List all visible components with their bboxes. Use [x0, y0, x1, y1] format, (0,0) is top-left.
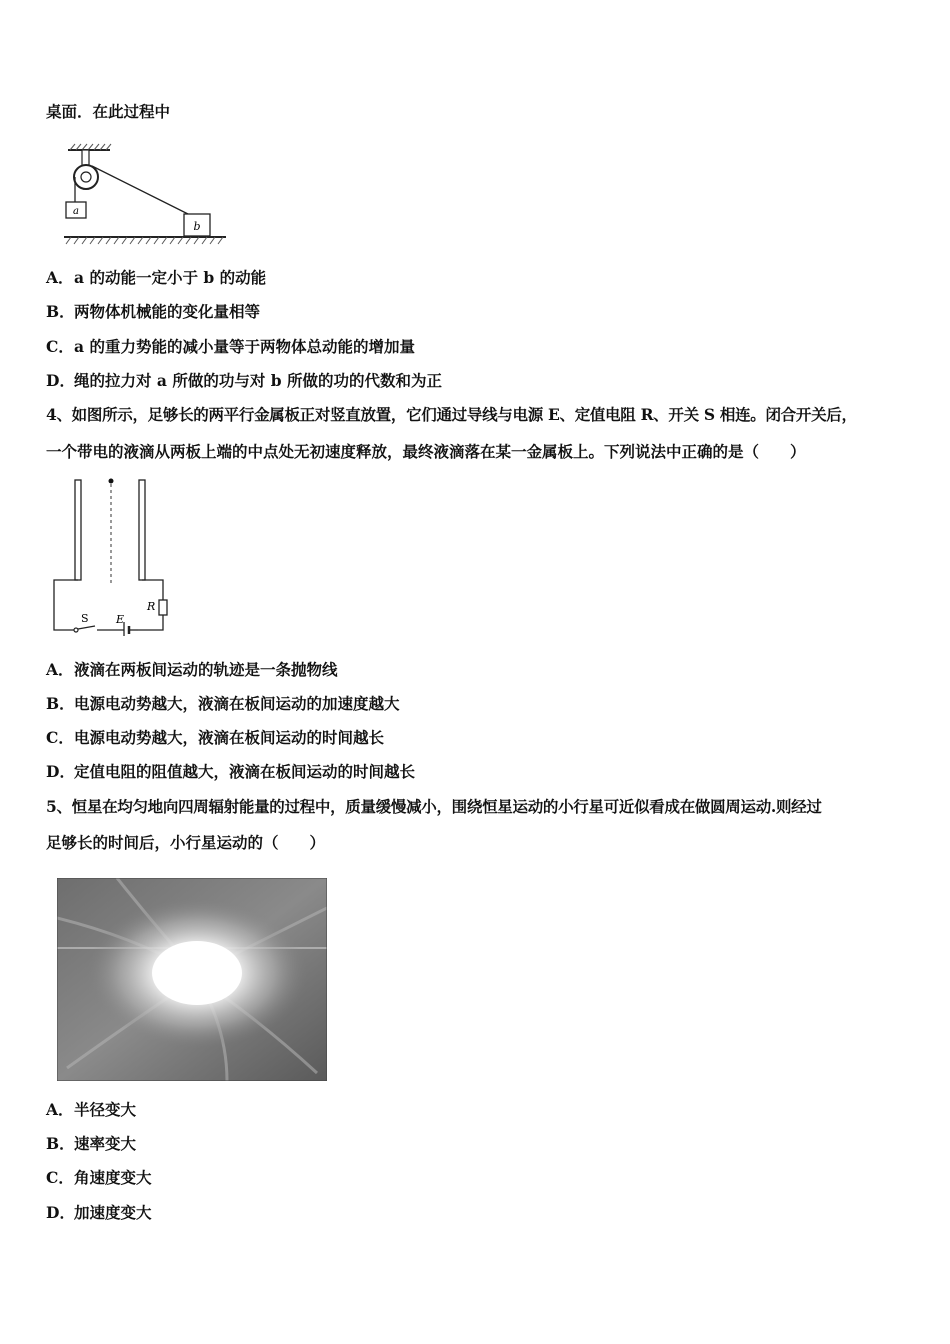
q3-option-d: [46, 371, 442, 391]
option-text: 半径变大: [74, 1100, 137, 1119]
option-text: 加速度变大: [74, 1203, 152, 1222]
option-text: 电源电动势越大，液滴在板间运动的时间越长: [74, 728, 385, 747]
resistor-label: R: [147, 600, 156, 613]
option-text: 角速度变大: [74, 1168, 152, 1187]
q4-option-d: [46, 762, 415, 782]
option-letter: D．: [46, 762, 75, 781]
q5-option-b: [46, 1134, 136, 1154]
table-hatch: [66, 237, 223, 244]
option-letter: A．: [46, 1100, 74, 1119]
option-text: a 的重力势能的减小量等于两物体总动能的增加量: [74, 337, 415, 356]
right-wire-bottom: [138, 615, 163, 630]
switch-pivot: [74, 628, 78, 632]
intro-fragment: 桌面．在此过程中: [46, 102, 171, 121]
q5-option-c: [46, 1168, 152, 1188]
option-text: 定值电阻的阻值越大，液滴在板间运动的时间越长: [74, 762, 416, 781]
q3-option-a: [46, 268, 266, 288]
q4-option-b: [46, 694, 400, 714]
left-wire: [54, 580, 78, 630]
option-letter: B．: [46, 1134, 75, 1153]
right-plate: [139, 480, 145, 580]
pulley-axle: [81, 172, 91, 182]
option-letter: B．: [46, 302, 75, 321]
pulley-figure: [62, 140, 232, 246]
resistor: [159, 600, 167, 615]
q4-stem-line1: 4、如图所示，足够长的两平行金属板正对竖直放置，它们通过导线与电源 E、定值电阻 R、开关 S 相连。闭合开关后，: [46, 405, 857, 424]
rope-to-b: [92, 166, 188, 214]
source-label: E: [116, 613, 125, 626]
option-letter: A．: [46, 660, 74, 679]
parallel-plates-figure: [50, 476, 175, 636]
option-text: 速率变大: [74, 1134, 137, 1153]
right-wire-top: [142, 580, 163, 600]
switch-label: S: [81, 612, 89, 625]
q4-stem-line2: 一个带电的液滴从两板上端的中点处无初速度释放，最终液滴落在某一金属板上。下列说法中正确的是（ ）: [46, 442, 806, 461]
q3-option-b: [46, 302, 260, 322]
star-photo: [57, 878, 327, 1081]
option-letter: B．: [46, 694, 75, 713]
option-text: 绳的拉力对 a 所做的功与对 b 所做的功的代数和为正: [74, 371, 442, 390]
option-letter: C．: [46, 337, 74, 356]
block-b-label: b: [193, 220, 201, 233]
option-text: 液滴在两板间运动的轨迹是一条抛物线: [74, 660, 338, 679]
droplet: [109, 479, 114, 484]
option-text: 两物体机械能的变化量相等: [74, 302, 261, 321]
q5-stem-line1: 5、恒星在均匀地向四周辐射能量的过程中，质量缓慢减小，围绕恒星运动的小行星可近似看成在做圆周运动.则经过: [46, 797, 822, 816]
option-letter: C．: [46, 1168, 74, 1187]
block-a-label: a: [73, 206, 79, 217]
q3-option-c: [46, 337, 415, 357]
option-letter: D．: [46, 1203, 75, 1222]
option-letter: D．: [46, 371, 75, 390]
option-text: a 的动能一定小于 b 的动能: [74, 268, 267, 287]
star-core: [152, 941, 242, 1005]
option-letter: A．: [46, 268, 74, 287]
switch-lever: [78, 626, 95, 629]
option-text: 电源电动势越大，液滴在板间运动的加速度越大: [74, 694, 400, 713]
q5-option-d: [46, 1203, 152, 1223]
q4-option-c: [46, 728, 384, 748]
q5-stem-line2: 足够长的时间后，小行星运动的（ ）: [46, 833, 326, 852]
q5-option-a: [46, 1100, 136, 1120]
option-letter: C．: [46, 728, 74, 747]
left-plate: [75, 480, 81, 580]
q4-option-a: [46, 660, 338, 680]
